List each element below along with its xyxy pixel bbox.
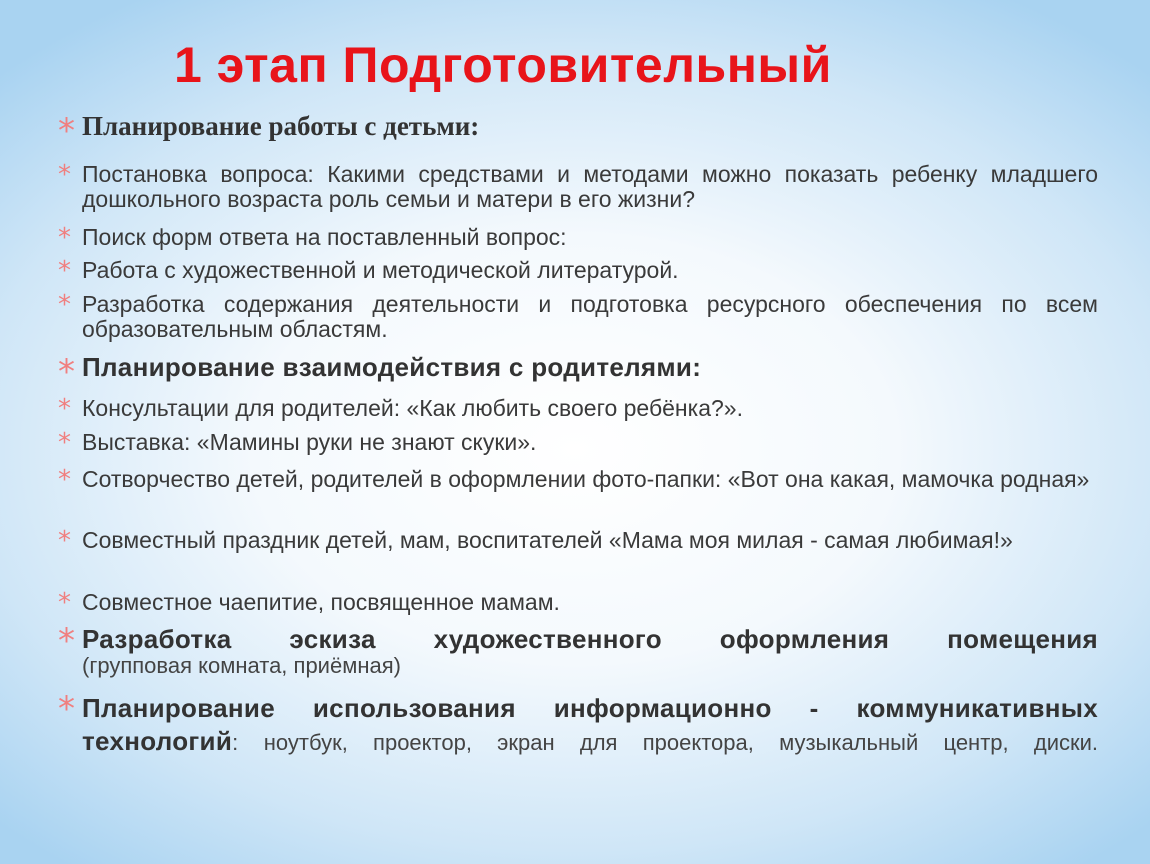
heading-ict-title: Планирование использования информационно - коммуникативных технологий: [82, 693, 1098, 756]
bullet-asterisk-icon: *: [58, 160, 71, 190]
list-item: [58, 394, 1098, 424]
list-item-text: Сотворчество детей, родителей в оформлении фото-папки: «Вот она какая, мамочка родная»: [82, 466, 1090, 492]
bullet-asterisk-icon: *: [58, 290, 71, 320]
heading-planning-parents: Планирование взаимодействия с родителями:: [82, 352, 702, 382]
list-item-text: Выставка: «Мамины руки не знают скуки».: [82, 429, 537, 455]
list-item: [58, 292, 1098, 342]
bullet-asterisk-icon: *: [58, 428, 71, 458]
list-item-text: Консультации для родителей: «Как любить своего ребёнка?».: [82, 395, 743, 421]
list-item: [58, 588, 1098, 618]
bullet-asterisk-icon: *: [58, 526, 71, 556]
bullet-asterisk-icon: *: [58, 223, 71, 253]
bullet-asterisk-icon: *: [58, 111, 75, 151]
heading-design-sketch: Разработка эскиза художественного оформления помещения: [82, 624, 1098, 654]
list-item: [58, 256, 1098, 286]
list-item-text: Поиск форм ответа на поставленный вопрос:: [82, 224, 567, 250]
list-item-text: Совместное чаепитие, посвященное мамам.: [82, 589, 560, 615]
bullet-asterisk-icon: *: [58, 588, 71, 618]
bullet-asterisk-icon: *: [58, 689, 75, 729]
bullet-asterisk-icon: *: [58, 621, 75, 661]
heading-ict-note: ноутбук, проектор, экран для проектора, музыкальный центр, диски.: [263, 730, 1099, 755]
slide-title: 1 этап Подготовительный: [174, 37, 832, 93]
heading-ict-block: [82, 692, 1098, 759]
list-item-text: Совместный праздник детей, мам, воспитателей «Мама моя милая - самая любимая!»: [82, 527, 1013, 553]
section-heading-ict: [58, 689, 1099, 759]
bullet-asterisk-icon: *: [58, 465, 71, 495]
section-heading-children: [58, 111, 1098, 151]
heading-design-note: (групповая комната, приёмная): [82, 653, 401, 678]
section-heading-parents: [58, 352, 1098, 392]
list-item: [58, 162, 1098, 212]
bullet-asterisk-icon: *: [58, 256, 71, 286]
heading-planning-children: Планирование работы с детьми:: [82, 111, 480, 141]
list-item: [58, 223, 1098, 253]
list-item: [58, 428, 1098, 458]
bullet-asterisk-icon: *: [58, 352, 75, 392]
list-item-text: Разработка содержания деятельности и подготовка ресурсного обеспечения по всем образовательным областям.: [82, 291, 1098, 342]
list-item: [58, 526, 1098, 556]
heading-ict-colon: :: [232, 730, 239, 755]
list-item: [58, 465, 1098, 495]
bullet-asterisk-icon: *: [58, 394, 71, 424]
list-item-text: Работа с художественной и методической литературой.: [82, 257, 679, 283]
section-heading-design: [58, 621, 1098, 678]
list-item-text: Постановка вопроса: Какими средствами и методами можно показать ребенку младшего дошкольного возраста роль семьи и матери в его жизни?: [82, 161, 1098, 212]
